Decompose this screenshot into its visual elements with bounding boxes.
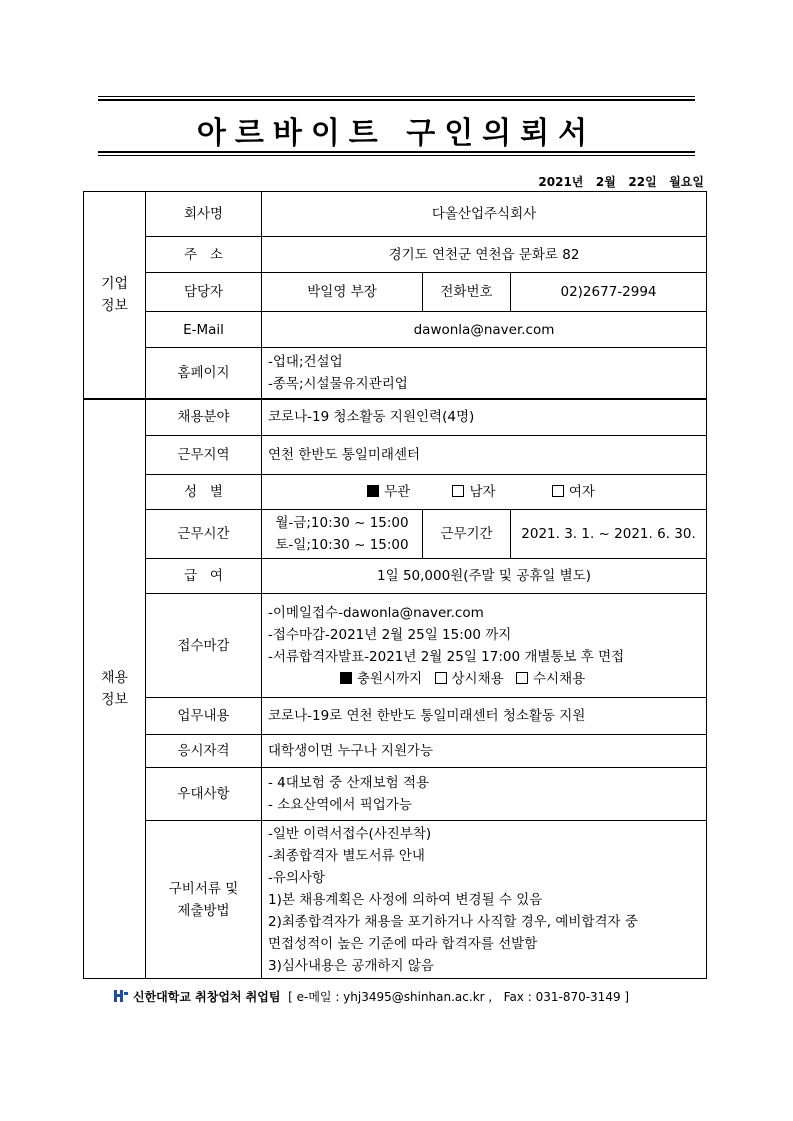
homepage-line: -종목;시설물유지관리업 [268,375,408,392]
row-company-name [84,192,707,237]
row-gender [84,475,707,510]
documents-line: -유의사항 [268,869,326,886]
row-benefits [84,768,707,821]
homepage-value [262,348,707,399]
title-top-rule-thick [98,99,695,101]
documents-line: 3)심사내용은 공개하지 않음 [268,957,434,974]
documents-line: 2)최종합격자가 채용을 포기하거나 사직할 경우, 예비합격자 중 [268,913,638,930]
empty-box-icon [552,485,564,497]
email-value: dawonla@naver.com [262,312,707,348]
deadline-label: 접수마감 [146,594,262,698]
hours-value [262,510,423,559]
section-company-info [84,192,146,399]
deadline-option-ongoing [435,668,504,690]
gender-options [262,475,707,510]
hours-line: 월-금;10:30 ~ 15:00 [275,515,409,531]
footer-contact: [ e-메일 : yhj3495@shinhan.ac.kr , Fax : 031-870-3149 ] [288,990,630,1004]
section-job-label-1: 채용 [100,669,129,686]
benefits-line: - 소요산역에서 픽업가능 [268,797,412,813]
footer-org: 신한대학교 취창업처 취업팀 [133,990,281,1004]
deadline-option-label: 수시채용 [532,670,586,687]
gender-option-label: 남자 [469,484,496,500]
deadline-value [262,594,707,698]
documents-label-line-2: 제출방법 [177,902,230,919]
deadline-line: -서류합격자발표-2021년 2월 25일 17:00 개별통보 후 면접 [268,648,625,665]
section-company-label-2: 정보 [100,297,129,314]
deadline-line: -접수마감-2021년 2월 25일 15:00 까지 [268,626,512,643]
row-email [84,312,707,348]
field-value: 코로나-19 청소활동 지원인력(4명) [262,399,707,436]
title-block [98,96,695,156]
row-field [84,399,707,436]
gender-option-female [552,481,595,503]
row-address [84,237,707,273]
documents-line: -일반 이력서접수(사진부착) [268,825,432,842]
documents-label-line-1: 구비서류 및 [168,880,239,897]
phone-label: 전화번호 [423,273,511,312]
pay-value: 1일 50,000원(주말 및 공휴일 별도) [262,559,707,594]
row-qualification [84,735,707,768]
homepage-line: -업대;건설업 [268,353,343,370]
benefits-line: - 4대보험 중 산재보험 적용 [268,775,430,791]
duties-value: 코로나-19로 연천 한반도 통일미래센터 청소활동 지원 [262,698,707,735]
deadline-options [268,668,700,690]
documents-line: -최종합격자 별도서류 안내 [268,847,425,864]
contact-label: 담당자 [146,273,262,312]
gender-label: 성 별 [146,475,262,510]
documents-line: 면접성적이 높은 기준에 따라 합격자를 선발함 [268,935,538,952]
gender-option-label: 여자 [568,484,595,500]
empty-box-icon [435,672,447,684]
period-label: 근무기간 [423,510,511,559]
row-contact [84,273,707,312]
period-value: 2021. 3. 1. ~ 2021. 6. 30. [511,510,707,559]
row-homepage [84,348,707,399]
request-date: 2021년 2월 22일 월요일 [538,175,704,189]
company-name-label: 회사명 [146,192,262,237]
hours-label: 근무시간 [146,510,262,559]
address-label: 주 소 [146,237,262,273]
footer [113,988,629,1005]
qualification-label: 응시자격 [146,735,262,768]
address-value: 경기도 연천군 연천읍 문화로 82 [262,237,707,273]
request-form-table [83,191,707,979]
documents-line: 1)본 채용계획은 사정에 의하여 변경될 수 있음 [268,891,543,908]
deadline-line: -이메일접수-dawonla@naver.com [268,604,484,621]
benefits-value [262,768,707,821]
section-job-label-2: 정보 [100,691,129,708]
empty-box-icon [452,485,464,497]
title-bottom-rule-thick [98,151,695,153]
location-label: 근무지역 [146,436,262,475]
university-logo-icon [113,989,129,1003]
checked-box-icon [367,485,379,497]
gender-option-any [367,481,410,503]
row-documents [84,821,707,979]
company-name-value: 다올산업주식회사 [262,192,707,237]
row-hours [84,510,707,559]
field-label: 채용분야 [146,399,262,436]
gender-option-male [452,481,495,503]
deadline-option-label: 충원시까지 [357,670,423,687]
title-bottom-rule-thin [98,155,695,156]
row-duties [84,698,707,735]
gender-option-label: 무관 [384,484,411,500]
row-deadline [84,594,707,698]
section-job-info [84,399,146,979]
location-value: 연천 한반도 통일미래센터 [262,436,707,475]
documents-label [146,821,262,979]
phone-value: 02)2677-2994 [511,273,707,312]
hours-line: 토-일;10:30 ~ 15:00 [275,537,409,553]
deadline-option-rolling [516,668,585,690]
pay-label: 급 여 [146,559,262,594]
qualification-value: 대학생이면 누구나 지원가능 [262,735,707,768]
section-company-label-1: 기업 [100,275,129,292]
homepage-label: 홈페이지 [146,348,262,399]
deadline-option-label: 상시채용 [451,670,504,687]
page-title: 아르바이트 구인의뢰서 [196,116,597,151]
row-pay [84,559,707,594]
title-top-rule-thin [98,96,695,97]
benefits-label: 우대사항 [146,768,262,821]
duties-label: 업무내용 [146,698,262,735]
deadline-option-until-filled [340,668,422,690]
documents-value [262,821,707,979]
row-location [84,436,707,475]
checked-box-icon [340,672,352,684]
empty-box-icon [516,672,528,684]
contact-value: 박일영 부장 [262,273,423,312]
email-label: E-Mail [146,312,262,348]
